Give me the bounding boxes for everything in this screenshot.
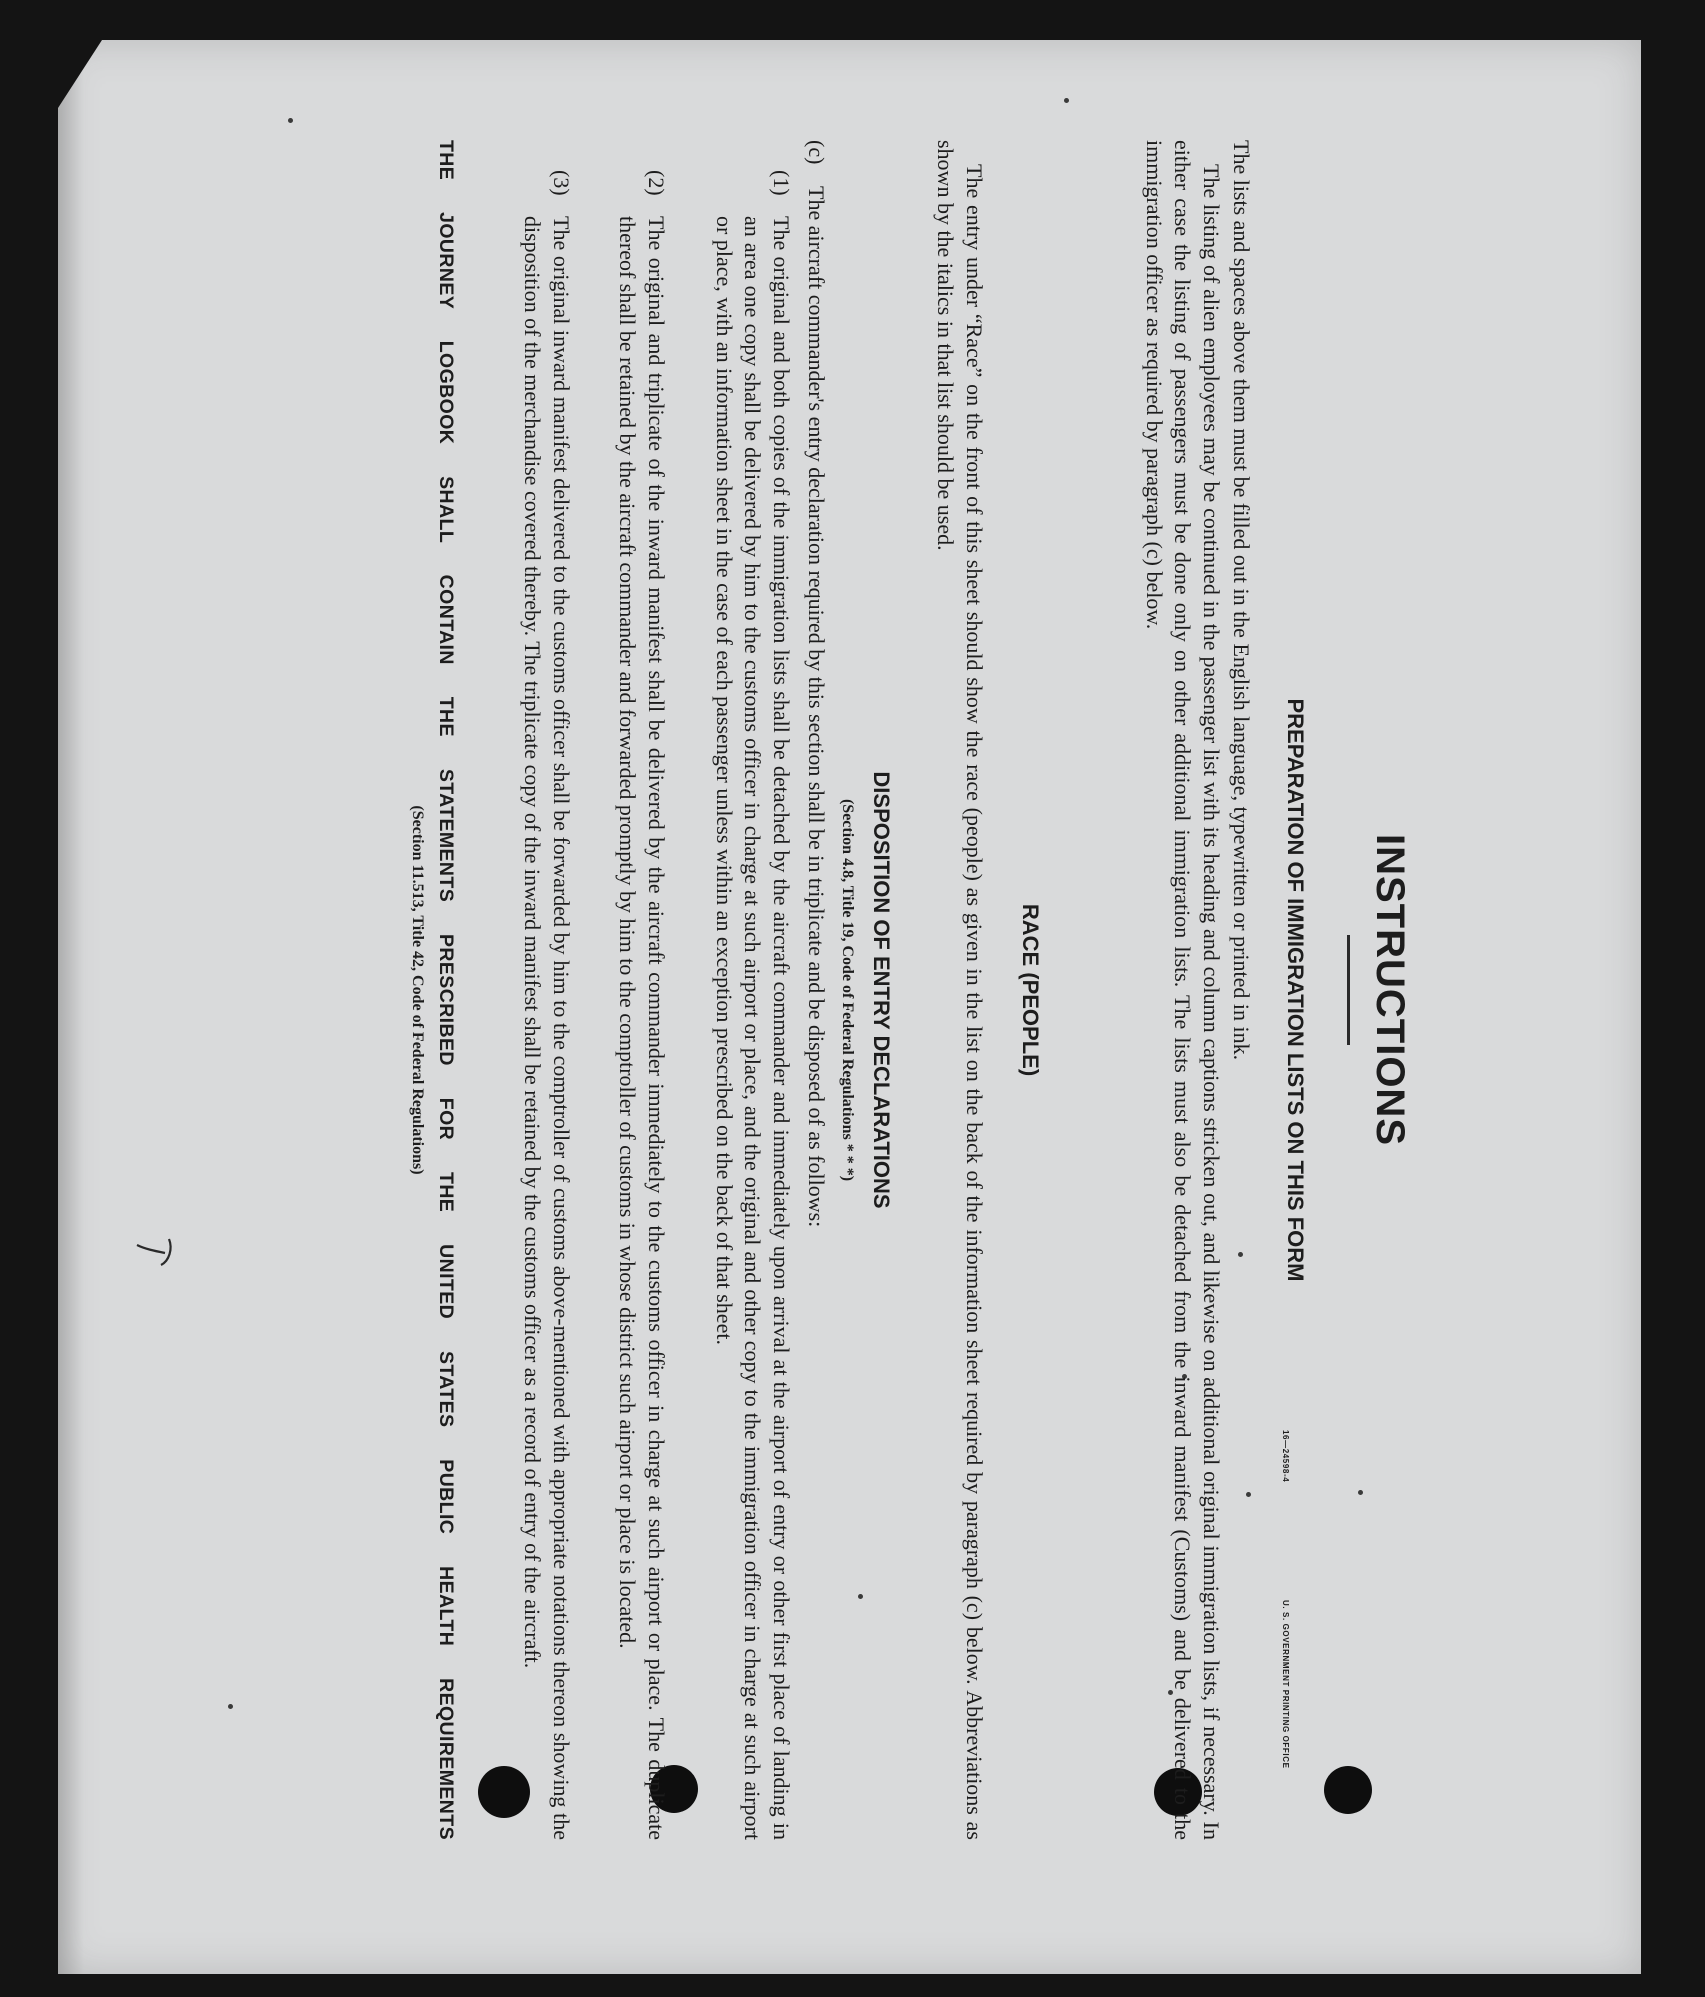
preparation-paragraph-2: The listing of alien employees may be continued in the passenger list with its heading and column captions stricken out, and likewise on additional original immigration lists, if necessary. In either case the listing of passengers must be done only on other additional immigration lists. The lists must also be detached from the inward manifest (Customs) and be delivered to the immigration officer as required by paragraph (c) below. bbox=[1142, 140, 1224, 1840]
disposition-item-1 bbox=[710, 170, 796, 1840]
disposition-item-2 bbox=[613, 170, 670, 1840]
disposition-intro bbox=[802, 140, 831, 1840]
intro-label: (c) bbox=[804, 140, 829, 165]
heading-race: RACE (PEOPLE) bbox=[1018, 903, 1043, 1077]
title-underline bbox=[1347, 935, 1350, 1045]
item-number: (1) bbox=[769, 170, 794, 196]
race-paragraph: The entry under “Race” on the front of this sheet should show the race (people) as given in the list on the back of the information sheet required by paragraph (c) below. Abbreviations as shown by the italics in that list should be used. bbox=[933, 140, 987, 1840]
item-number: (2) bbox=[644, 170, 669, 196]
preparation-paragraph-1: The lists and spaces above them must be filled out in the English language, typewritten or printed in ink. bbox=[1229, 140, 1254, 1061]
heading-preparation: PREPARATION OF IMMIGRATION LISTS ON THIS FORM bbox=[1283, 698, 1308, 1282]
speck bbox=[228, 1704, 233, 1709]
speck bbox=[288, 118, 293, 123]
item-text: The original inward manifest delivered to the customs officer shall be forwarded by him to the comptroller of customs above-mentioned with appropriate notations thereon showing the disposition of the merchandise covered thereby. The triplicate copy of the inward manifest shall be retained by the customs officer as a record of entry of the aircraft. bbox=[520, 216, 574, 1840]
item-number: (3) bbox=[549, 170, 574, 196]
footer-citation: (Section 11.513, Title 42, Code of Federal Regulations) bbox=[409, 805, 426, 1175]
document-title: INSTRUCTIONS bbox=[1368, 834, 1412, 1146]
speck bbox=[1064, 98, 1069, 103]
form-number: 16—24598-4 bbox=[1281, 1430, 1290, 1483]
torn-corner bbox=[58, 40, 102, 108]
intro-text: The aircraft commander's entry declaration required by this section shall be in triplicate and be disposed of as follows: bbox=[804, 186, 829, 1228]
printer-imprint: U. S. GOVERNMENT PRINTING OFFICE bbox=[1281, 1600, 1290, 1769]
scan-edge-shadow bbox=[58, 40, 84, 1974]
rotated-text-frame bbox=[300, 140, 1420, 1840]
pen-mark-icon bbox=[135, 1235, 175, 1271]
footer-statement: THE JOURNEY LOGBOOK SHALL CONTAIN THE STATEMENTS PRESCRIBED FOR THE UNITED STATES PUBLIC HEALTH REQUIREMENTS bbox=[435, 140, 457, 1840]
item-text: The original and triplicate of the inward manifest shall be delivered by the aircraft commander immediately to the customs officer in charge at such airport or place. The duplicate thereof shall be retained by the aircraft commander and forwarded promptly by him to the comptroller of customs in whose district such airport or place is located. bbox=[615, 216, 669, 1840]
heading-disposition: DISPOSITION OF ENTRY DECLARATIONS bbox=[869, 771, 894, 1209]
disposition-citation: (Section 4.8, Title 19, Code of Federal Regulations * * *) bbox=[839, 798, 856, 1182]
item-text: The original and both copies of the immigration lists shall be detached by the aircraft commander and immediately upon arrival at the airport of entry or other first place of landing in an area one copy shall be delivered by him to the customs officer in charge at such airport or place, and the original and other copy to the immigration officer in charge at such airport or place, with an information sheet in the case of each passenger unless within an exception prescribed on the back of that sheet. bbox=[712, 216, 794, 1840]
disposition-item-3 bbox=[518, 170, 575, 1840]
